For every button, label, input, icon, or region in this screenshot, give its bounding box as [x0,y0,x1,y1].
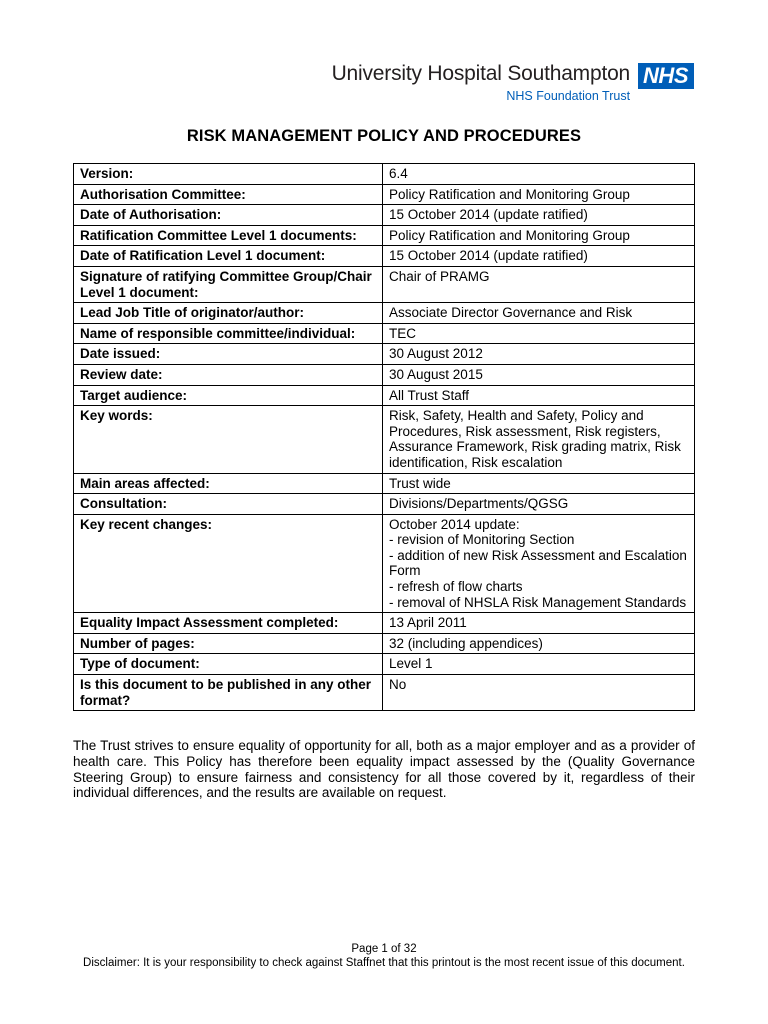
table-row [74,675,695,711]
row-value-line: Trust wide [389,475,451,491]
equality-statement: The Trust strives to ensure equality of opportunity for all, both as a major employer and as a provider of health care. This Policy has therefore been equality impact assessed by the (Quality Governance Steering Group) to ensure fairness and consistency for all those covered by it, regardless of their individual differences, and the results are available on request. [73,738,695,801]
row-value-line: Risk, Safety, Health and Safety, Policy and Procedures, Risk assessment, Risk registers, Assurance Framework, Risk grading matrix, Risk identification, Risk escalation [389,408,681,470]
row-value-line: Policy Ratification and Monitoring Group [389,227,630,243]
row-value [383,473,695,494]
row-value [383,344,695,365]
document-control-table-body [74,164,695,711]
row-value-line: Associate Director Governance and Risk [389,305,633,321]
row-label: Date issued: [74,344,383,365]
table-row [74,514,695,613]
row-value-line: - removal of NHSLA Risk Management Standards [389,594,687,610]
row-value-line: Chair of PRAMG [389,268,490,284]
organisation-name: University Hospital Southampton [331,62,631,85]
row-value-line: Divisions/Departments/QGSG [389,496,569,512]
row-value-line: 15 October 2014 (update ratified) [389,248,588,264]
row-value [383,225,695,246]
row-value [383,406,695,473]
row-label: Ratification Committee Level 1 documents: [74,225,383,246]
row-label: Lead Job Title of originator/author: [74,303,383,324]
table-row [74,246,695,267]
row-value-line: 30 August 2012 [389,346,483,362]
row-value [383,205,695,226]
row-value-line: No [389,677,407,693]
row-value [383,303,695,324]
table-row [74,303,695,324]
row-label: Date of Ratification Level 1 document: [74,246,383,267]
row-value-line: TEC [389,325,416,341]
table-row [74,654,695,675]
row-value [383,654,695,675]
row-value [383,385,695,406]
row-label: Type of document: [74,654,383,675]
table-row [74,184,695,205]
row-value-line: 13 April 2011 [389,615,467,631]
row-label: Number of pages: [74,633,383,654]
table-row [74,266,695,302]
row-value [383,494,695,515]
page-footer [0,942,768,970]
table-row [74,225,695,246]
table-row [74,473,695,494]
table-row [74,164,695,185]
row-value-line: 30 August 2015 [389,366,483,382]
nhs-logo: NHS [638,63,694,89]
document-header [332,62,694,104]
row-label: Key recent changes: [74,514,383,613]
row-value-line: October 2014 update: [389,516,520,532]
document-title: RISK MANAGEMENT POLICY AND PROCEDURES [186,127,582,145]
row-value [383,364,695,385]
disclaimer: Disclaimer: It is your responsibility to check against Staffnet that this printout is the most recent issue of this document. [83,957,685,969]
row-value [383,246,695,267]
row-value [383,164,695,185]
row-label: Signature of ratifying Committee Group/Chair Level 1 document: [74,266,383,302]
table-row [74,323,695,344]
row-label: Version: [74,164,383,185]
row-value [383,613,695,634]
row-label: Review date: [74,364,383,385]
table-row [74,205,695,226]
page-number: Page 1 of 32 [351,943,417,955]
table-row [74,633,695,654]
row-value-line: 6.4 [389,166,408,181]
row-label: Main areas affected: [74,473,383,494]
row-label: Name of responsible committee/individual: [74,323,383,344]
row-value-line: - revision of Monitoring Section [389,532,575,548]
row-label: Consultation: [74,494,383,515]
table-row [74,406,695,473]
organisation-subtitle: NHS Foundation Trust [506,89,631,103]
row-value-line: Level 1 [389,656,433,672]
row-value [383,514,695,613]
row-value [383,633,695,654]
document-control-table [73,163,695,711]
table-row [74,344,695,365]
row-value-line: - addition of new Risk Assessment and Escalation Form [389,547,687,579]
row-value-line: - refresh of flow charts [389,579,523,595]
row-label: Key words: [74,406,383,473]
row-label: Date of Authorisation: [74,205,383,226]
row-value [383,266,695,302]
row-value [383,323,695,344]
row-value-line: All Trust Staff [389,387,470,403]
row-value-line: Policy Ratification and Monitoring Group [389,186,630,202]
row-value [383,184,695,205]
row-value-line: 32 (including appendices) [389,635,543,651]
row-label: Authorisation Committee: [74,184,383,205]
table-row [74,613,695,634]
table-row [74,364,695,385]
table-row [74,494,695,515]
row-label: Is this document to be published in any other format? [74,675,383,711]
row-value-line: 15 October 2014 (update ratified) [389,207,588,223]
row-label: Target audience: [74,385,383,406]
organisation-name-block [332,62,630,104]
row-value [383,675,695,711]
row-label: Equality Impact Assessment completed: [74,613,383,634]
table-row [74,385,695,406]
